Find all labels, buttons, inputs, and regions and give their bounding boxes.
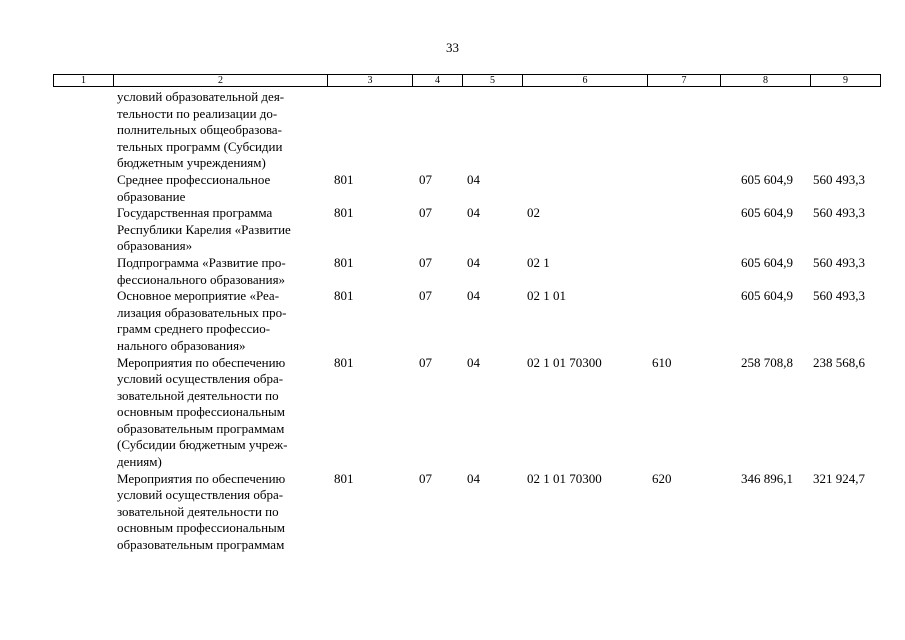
cell-col7: 610 [652,354,672,370]
cell-col6: 02 [527,205,540,221]
cell-col6: 02 1 [527,254,550,270]
column-header-7: 7 [648,75,721,87]
cell-col6: 02 1 01 70300 [527,354,602,370]
cell-name: Мероприятия по обеспечению условий осуществления обра- зовательной деятельности по основным профессиональным образовательным программам [117,470,286,553]
table-row [53,471,880,554]
column-header-5: 5 [463,75,523,87]
cell-col3: 801 [334,254,354,270]
cell-col5: 04 [467,254,480,270]
cell-name: Государственная программа Республики Карелия «Развитие образования» [117,205,291,254]
cell-col3: 801 [334,470,354,486]
cell-col4: 07 [419,288,432,304]
cell-col9: 560 493,3 [813,288,865,304]
column-header-9: 9 [811,75,881,87]
cell-col5: 04 [467,354,480,370]
cell-col4: 07 [419,470,432,486]
table-row [53,172,880,205]
table-row [53,355,880,471]
cell-col8: 605 604,9 [741,205,793,221]
cell-col5: 04 [467,288,480,304]
cell-col4: 07 [419,205,432,221]
column-header-1: 1 [54,75,114,87]
cell-col6: 02 1 01 [527,288,566,304]
cell-col9: 238 568,6 [813,354,865,370]
cell-col5: 04 [467,205,480,221]
column-header-3: 3 [328,75,413,87]
cell-col8: 346 896,1 [741,470,793,486]
column-header-4: 4 [413,75,463,87]
cell-col5: 04 [467,171,480,187]
cell-name: Основное мероприятие «Реа- лизация образовательных про- грамм среднего профессио- нального образования» [117,288,287,353]
cell-col6: 02 1 01 70300 [527,470,602,486]
cell-col9: 321 924,7 [813,470,865,486]
cell-col9: 560 493,3 [813,254,865,270]
column-header-6: 6 [523,75,648,87]
cell-name: Среднее профессиональное образование [117,171,271,204]
cell-col7: 620 [652,470,672,486]
cell-col3: 801 [334,288,354,304]
column-header-row [53,74,881,87]
cell-col9: 560 493,3 [813,171,865,187]
cell-col4: 07 [419,254,432,270]
cell-col4: 07 [419,354,432,370]
table-row [53,89,880,172]
cell-col3: 801 [334,354,354,370]
cell-name: условий образовательной дея- тельности по реализации до- полнительных общеобразова- тельных программ (Субсидии бюджетным учреждениям) [117,89,285,171]
table-row [53,205,880,255]
cell-col3: 801 [334,205,354,221]
column-header-8: 8 [721,75,811,87]
cell-col8: 258 708,8 [741,354,793,370]
column-header-2: 2 [114,75,328,87]
cell-col5: 04 [467,470,480,486]
table-row [53,255,880,288]
cell-col8: 605 604,9 [741,254,793,270]
cell-col4: 07 [419,171,432,187]
cell-name: Подпрограмма «Развитие про- фессионального образования» [117,254,286,287]
table-row [53,288,880,354]
cell-col8: 605 604,9 [741,171,793,187]
cell-col8: 605 604,9 [741,288,793,304]
cell-col3: 801 [334,171,354,187]
page-number: 33 [446,40,459,55]
cell-col9: 560 493,3 [813,205,865,221]
table-body [53,89,880,554]
cell-name: Мероприятия по обеспечению условий осуществления обра- зовательной деятельности по основным профессиональным образовательным программам (Субсидии бюджетным учреж- дениям) [117,354,288,470]
